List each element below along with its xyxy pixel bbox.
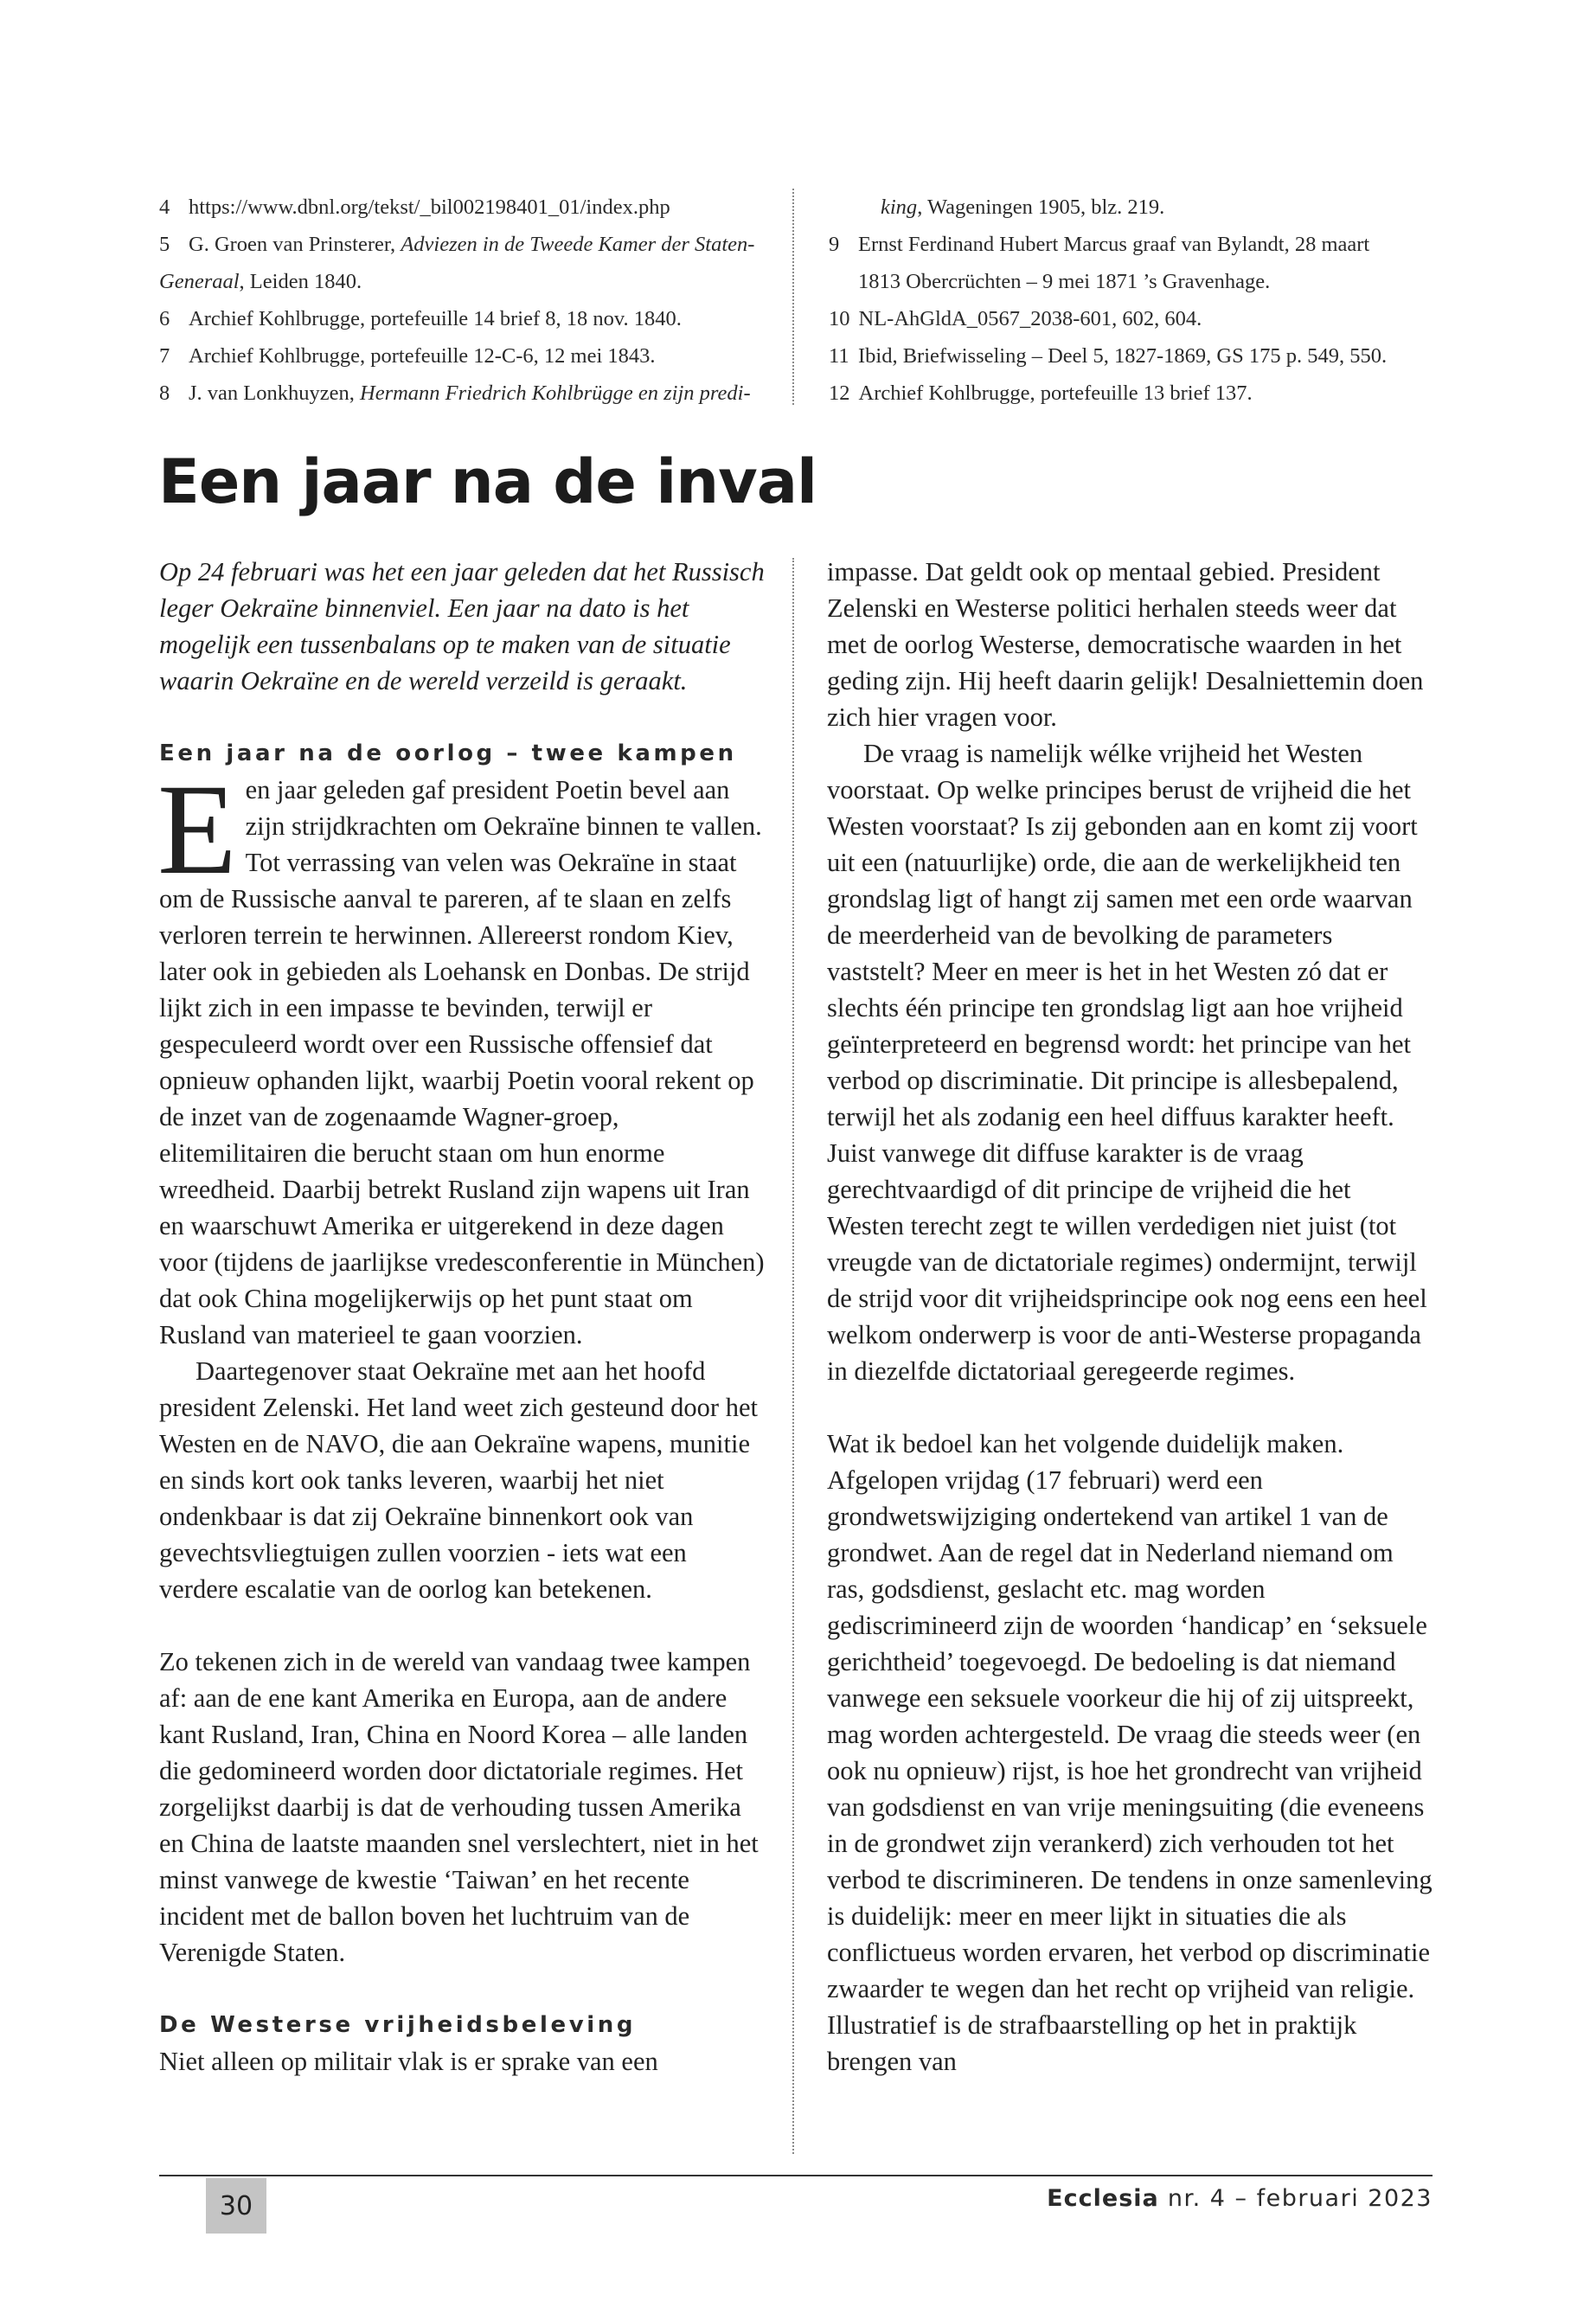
footnote-text-cont: , Wageningen 1905, blz. 219. xyxy=(917,195,1165,219)
footnote-title: Adviezen in de Tweede Kamer der Staten- xyxy=(401,233,755,256)
section-heading-western-freedom: De Westerse vrijheidsbeleving xyxy=(159,2012,637,2038)
paragraph-1-text: en jaar geleden gaf president Poetin bevel aan zijn strijdkrachten om Oekraïne binnen te vallen. Tot verrassing van velen was Oekraïne in staat om de Russische aanval te pareren, af te slaan en zelfs verloren terrein te herwinnen. Allereerst rondom Kiev, later ook in gebieden als Loehansk en Donbas. De strijd lijkt zich in een impasse te bevinden, terwijl er gespeculeerd wordt over een Russische offensief dat opnieuw ophanden lijkt, waarbij Poetin vooral rekent op de inzet van de zogenaamde Wagner-groep, elitemilitairen die berucht staan om hun enorme wreedheid. Daarbij betrekt Rusland zijn wapens uit Iran en waarschuwt Amerika er uitgerekend in deze dagen voor (tijdens de jaarlijkse vredesconferentie in München) dat ook China mogelijkerwijs op het punt staat om Rusland van materieel te gaan voorzien. xyxy=(159,775,765,1349)
footnote-text: Archief Kohlbrugge, portefeuille 12-C-6, 12 mei 1843. xyxy=(189,344,656,368)
article-column-left xyxy=(159,554,765,2080)
footnote-number: 9 xyxy=(829,233,840,256)
footnote-text-cont: , Leiden 1840. xyxy=(239,270,362,293)
footnote-text: J. van Lonkhuyzen, xyxy=(189,381,360,405)
footnote-title-cont: king xyxy=(881,195,918,219)
paragraph-3: Zo tekenen zich in de wereld van vandaag twee kampen af: aan de ene kant Amerika en Europa, aan de andere kant Rusland, Iran, China en Noord Korea – alle landen die gedomineerd worden door dictatoriale regimes. Het zorgelijkst daarbij is dat de verhouding tussen Amerika en China de laatste maanden snel verslechtert, niet in het minst vanwege de kwestie ‘Taiwan’ en het recente incident met de ballon boven het luchtruim van de Verenigde Staten. xyxy=(159,1647,759,1967)
footnote-8-cont xyxy=(829,195,1164,219)
footnote-6 xyxy=(159,300,773,337)
footnote-10 xyxy=(829,300,1434,337)
footnote-4 xyxy=(159,189,773,226)
footnote-text: Archief Kohlbrugge, portefeuille 13 brief 137. xyxy=(858,381,1253,405)
issue-info: nr. 4 – februari 2023 xyxy=(1158,2185,1433,2212)
section-heading-two-camps: Een jaar na de oorlog – twee kampen xyxy=(159,740,737,766)
article-lead: Op 24 februari was het een jaar geleden dat het Russisch leger Oekraïne binnenviel. Een jaar na dato is het mogelijk een tussenbalans op te maken van de situatie waarin Oekraïne en de wereld verzeild is geraakt. xyxy=(159,557,765,695)
paragraph-4-cont: impasse. Dat geldt ook op mentaal gebied. President Zelenski en Westerse politici herhalen steeds weer dat met de oorlog Westerse, democratische waarden in het geding zijn. Hij heeft daarin gelijk! Desalniettemin doen zich hier vragen voor. xyxy=(827,557,1424,732)
footnote-number: 4 xyxy=(159,195,170,219)
article-title: Een jaar na de inval xyxy=(158,446,817,517)
magazine-name: Ecclesia xyxy=(1047,2185,1159,2212)
footnote-number: 6 xyxy=(159,307,170,330)
footer-rule xyxy=(159,2175,1433,2176)
footnote-text-cont: 1813 Obercrüchten – 9 mei 1871 ’s Gravenhage. xyxy=(858,270,1271,293)
footnote-9 xyxy=(829,226,1434,300)
footnote-number: 12 xyxy=(829,381,850,405)
footnote-5 xyxy=(159,226,773,300)
footnote-text: https://www.dbnl.org/tekst/_bil002198401_01/index.php xyxy=(189,195,670,219)
footnote-text: NL-AhGldA_0567_2038-601, 602, 604. xyxy=(858,307,1202,330)
footnote-text: Ibid, Briefwisseling – Deel 5, 1827-1869, GS 175 p. 549, 550. xyxy=(858,344,1388,368)
column-divider xyxy=(792,558,794,2154)
drop-cap: E xyxy=(157,758,237,901)
paragraph-6: Wat ik bedoel kan het volgende duidelijk maken. Afgelopen vrijdag (17 februari) werd een grondwetswijziging ondertekend van artikel 1 van de grondwet. Aan de regel dat in Nederland niemand om ras, godsdienst, geslacht etc. mag worden gediscrimineerd zijn de woorden ‘handicap’ en ‘seksuele gerichtheid’ toegevoegd. De bedoeling is dat niemand vanwege een seksuele voorkeur die hij of zij uitspreekt, mag worden achtergesteld. De vraag die steeds weer (en ook nu opnieuw) rijst, is hoe het grondrecht van vrijheid van godsdienst en van vrije meningsuiting (die eveneens in de grondwet zijn verankerd) zich verhouden tot het verbod te discrimineren. De tendens in onze samenleving is duidelijk: meer en meer lijkt in situaties die als conflictueus worden ervaren, het verbod op discriminatie zwaarder te wegen dan het recht op vrijheid van religie. Illustratief is de strafbaarstelling op het in praktijk brengen van xyxy=(827,1429,1433,2076)
footnote-number: 5 xyxy=(159,233,170,256)
footnotes-right xyxy=(829,189,1434,412)
footnote-11 xyxy=(829,337,1434,375)
footnotes-left xyxy=(159,189,773,412)
footnote-number: 11 xyxy=(829,344,849,368)
footnote-number: 10 xyxy=(829,307,850,330)
paragraph-2: Daartegenover staat Oekraïne met aan het hoofd president Zelenski. Het land weet zich gesteund door het Westen en de NAVO, die aan Oekraïne wapens, munitie en sinds kort ook tanks leveren, waarbij het niet ondenkbaar is dat zij Oekraïne binnenkort ook van gevechtsvliegtuigen zullen voorzien - iets wat een verdere escalatie van de oorlog kan betekenen. xyxy=(159,1356,758,1604)
article-column-right xyxy=(827,554,1433,2080)
paragraph-1 xyxy=(157,758,765,1353)
page-number: 30 xyxy=(206,2178,266,2234)
paragraph-4: Niet alleen op militair vlak is er sprake van een xyxy=(159,2047,658,2076)
footnote-title: Hermann Friedrich Kohlbrügge en zijn predi- xyxy=(360,381,751,405)
footnote-number: 7 xyxy=(159,344,170,368)
footnote-8 xyxy=(159,375,773,412)
footnote-number: 8 xyxy=(159,381,170,405)
footnote-title-cont: Generaal xyxy=(159,270,240,293)
footnote-7 xyxy=(159,337,773,375)
footnote-text: Archief Kohlbrugge, portefeuille 14 brief 8, 18 nov. 1840. xyxy=(189,307,682,330)
footnote-12 xyxy=(829,375,1434,412)
paragraph-5: De vraag is namelijk wélke vrijheid het Westen voorstaat. Op welke principes berust de vrijheid die het Westen voorstaat? Is zij gebonden aan en komt zij voort uit een (natuurlijke) orde, die aan de werkelijkheid ten grondslag ligt of hangt zij samen met een orde waarvan de meerderheid van de bevolking de parameters vaststelt? Meer en meer is het in het Westen zó dat er slechts één principe ten grondslag ligt aan hoe vrijheid geïnterpreteerd en begrensd wordt: het principe van het verbod op discriminatie. Dit principe is allesbepalend, terwijl het als zodanig een heel diffuus karakter heeft. Juist vanwege dit diffuse karakter is de vraag gerechtvaardigd of dit principe de vrijheid die het Westen terecht zegt te willen verdedigen niet juist (tot vreugde van de dictatoriale regimes) ondermijnt, terwijl de strijd voor dit vrijheidsprincipe ook nog eens een heel welkom onderwerp is voor de anti-Westerse propaganda in diezelfde dictatoriaal geregeerde regimes. xyxy=(827,739,1427,1386)
footnote-divider xyxy=(792,189,794,405)
footer-issue xyxy=(1047,2185,1433,2212)
footnote-text: G. Groen van Prinsterer, xyxy=(189,233,401,256)
footnote-text: Ernst Ferdinand Hubert Marcus graaf van Bylandt, 28 maart xyxy=(858,233,1370,256)
